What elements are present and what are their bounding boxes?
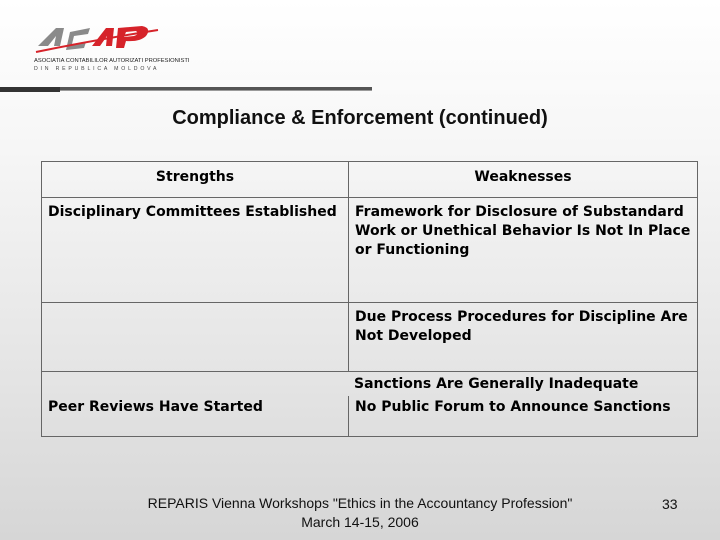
page-number: 33 [662,496,678,512]
slide-footer [100,494,620,532]
strength-cell: Disciplinary Committees Established [42,198,349,303]
strength-cell [42,303,349,372]
title-rule [0,86,372,92]
table-row [42,372,698,397]
header-strengths: Strengths [42,162,349,198]
weakness-cell: Framework for Disclosure of Substandard Work or Unethical Behavior Is Not In Place or Functioning [349,198,698,303]
table-row [42,303,698,372]
weakness-cell: Sanctions Are Generally Inadequate [354,376,639,392]
footer-line-1: REPARIS Vienna Workshops "Ethics in the Accountancy Profession" [147,495,573,511]
table-row [42,396,698,437]
acap-logo-graphic [34,22,190,72]
table-header-row [42,162,698,198]
weakness-cell: No Public Forum to Announce Sanctions [349,396,698,437]
footer-line-2: March 14-15, 2006 [301,514,419,530]
logo-subtitle: ASOCIATIA CONTABILILOR AUTORIZATI PROFESIONISTI [34,58,190,64]
acap-logo [34,22,190,72]
header-weaknesses: Weaknesses [349,162,698,198]
slide-title: Compliance & Enforcement (continued) [172,107,548,129]
table-row [42,198,698,303]
strengths-weaknesses-table [41,161,698,437]
strength-cell: Peer Reviews Have Started [42,396,349,437]
logo-tagline: DIN REPUBLICA MOLDOVA [34,66,160,72]
full-width-row [42,372,698,397]
weakness-cell: Due Process Procedures for Discipline Are Not Developed [349,303,698,372]
